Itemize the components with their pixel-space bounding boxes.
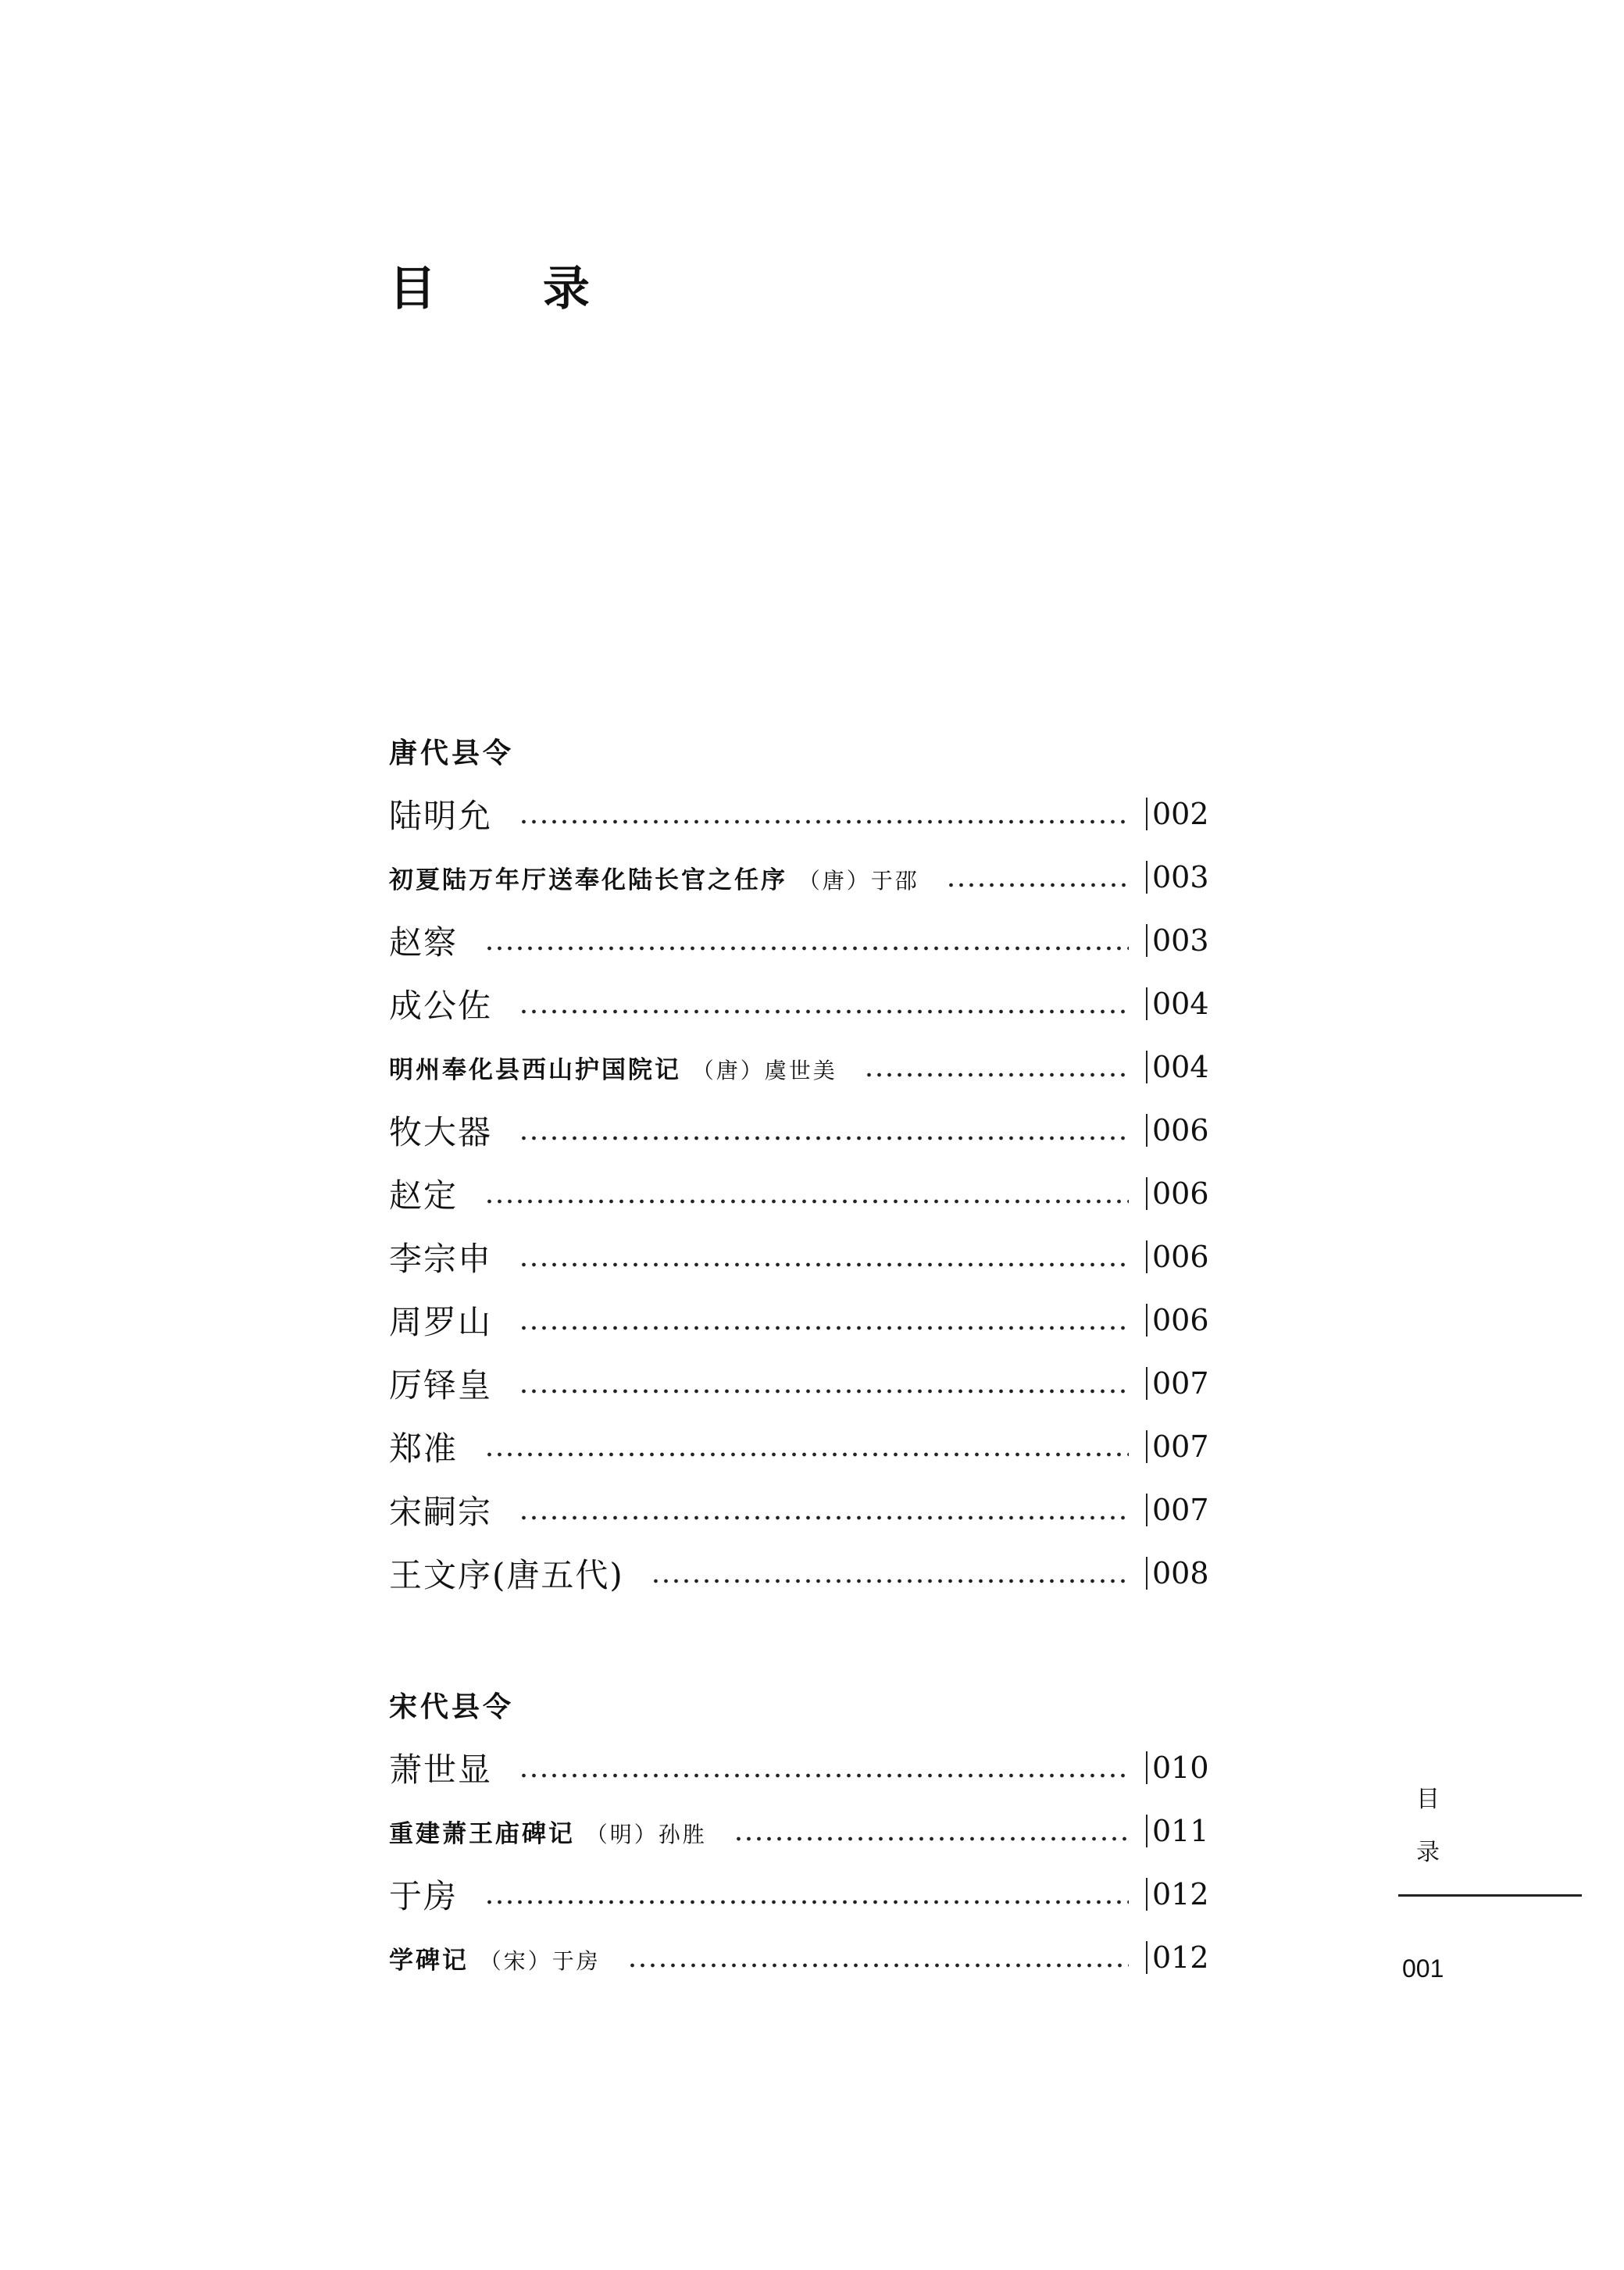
toc-entry[interactable] [389, 1743, 1213, 1793]
entry-title: 赵定 [389, 1176, 459, 1215]
dot-leader [519, 1358, 1129, 1408]
dot-leader [484, 1869, 1129, 1919]
toc-entry[interactable] [389, 1548, 1213, 1598]
page-number: 006 [1146, 1240, 1213, 1273]
toc-entry[interactable] [389, 1105, 1213, 1155]
entry-title: 重建萧王庙碑记 （明）孙胜 [389, 1819, 707, 1848]
page-number: 010 [1146, 1751, 1213, 1784]
page-number: 012 [1146, 1941, 1213, 1974]
dot-leader [519, 1232, 1129, 1282]
toc-entry[interactable] [389, 1169, 1213, 1219]
toc-entry[interactable] [389, 1485, 1213, 1535]
entry-title: 萧世显 [389, 1751, 493, 1789]
dot-leader [519, 789, 1129, 839]
entry-author-note: （唐）于邵 [798, 867, 919, 894]
entry-title: 成公佐 [389, 987, 493, 1025]
dot-leader [519, 1485, 1129, 1535]
entry-title: 宋嗣宗 [389, 1493, 493, 1531]
page-number: 007 [1146, 1494, 1213, 1526]
toc-entry[interactable] [389, 1806, 1213, 1856]
dot-leader [864, 1042, 1129, 1092]
dot-leader [627, 1933, 1129, 1983]
entry-title: 初夏陆万年厅送奉化陆长官之任序 （唐）于邵 [389, 866, 919, 894]
dot-leader [733, 1806, 1129, 1856]
page-number: 006 [1146, 1304, 1213, 1337]
toc-entry[interactable] [389, 1358, 1213, 1408]
page-number: 003 [1146, 861, 1213, 894]
toc-entry[interactable] [389, 852, 1213, 902]
toc-entry[interactable] [389, 979, 1213, 1029]
margin-rule [1398, 1894, 1582, 1897]
entry-title: 厉铎皇 [389, 1366, 493, 1404]
entry-author-note: （唐）虞世美 [691, 1057, 837, 1083]
page-title: 目 录 [389, 262, 635, 316]
page-number: 007 [1146, 1430, 1213, 1463]
entry-title: 王文序(唐五代) [389, 1556, 624, 1594]
entry-title: 赵察 [389, 923, 459, 962]
toc-entry[interactable] [389, 789, 1213, 839]
entry-title: 郑准 [389, 1429, 459, 1468]
page-number: 006 [1146, 1177, 1213, 1210]
running-head-char: 录 [1416, 1839, 1440, 1866]
page-number: 003 [1146, 924, 1213, 957]
toc-entry[interactable] [389, 1869, 1213, 1919]
dot-leader [519, 1105, 1129, 1155]
page-number: 012 [1146, 1878, 1213, 1911]
folio-page-number: 001 [1402, 1954, 1444, 1983]
dot-leader [484, 915, 1129, 965]
page-number: 007 [1146, 1367, 1213, 1400]
entry-title: 周罗山 [389, 1303, 493, 1341]
toc-entry[interactable] [389, 1232, 1213, 1282]
dot-leader [651, 1548, 1129, 1598]
dot-leader [519, 979, 1129, 1029]
page-number: 004 [1146, 987, 1213, 1020]
dot-leader [484, 1422, 1129, 1472]
page-number: 004 [1146, 1051, 1213, 1083]
dot-leader [519, 1295, 1129, 1345]
toc-entry[interactable] [389, 915, 1213, 965]
section-heading-tang: 唐代县令 [389, 737, 515, 769]
entry-title: 明州奉化县西山护国院记 （唐）虞世美 [389, 1055, 837, 1084]
running-head-char: 目 [1416, 1786, 1440, 1813]
toc-entry[interactable] [389, 1042, 1213, 1092]
page-number: 008 [1146, 1557, 1213, 1590]
entry-title: 李宗申 [389, 1240, 493, 1278]
page-number: 011 [1146, 1815, 1213, 1847]
entry-title: 于房 [389, 1877, 459, 1915]
page-number: 006 [1146, 1114, 1213, 1147]
toc-entry[interactable] [389, 1295, 1213, 1345]
toc-entry[interactable] [389, 1422, 1213, 1472]
entry-title: 牧大器 [389, 1113, 493, 1151]
dot-leader [519, 1743, 1129, 1793]
page-number: 002 [1146, 798, 1213, 830]
dot-leader [946, 852, 1129, 902]
entry-title: 陆明允 [389, 797, 493, 835]
entry-title: 学碑记 （宋）于房 [389, 1946, 601, 1975]
section-heading-song: 宋代县令 [389, 1691, 515, 1723]
entry-author-note: （宋）于房 [479, 1947, 601, 1974]
entry-author-note: （明）孙胜 [585, 1821, 707, 1847]
toc-entry[interactable] [389, 1933, 1213, 1983]
dot-leader [484, 1169, 1129, 1219]
